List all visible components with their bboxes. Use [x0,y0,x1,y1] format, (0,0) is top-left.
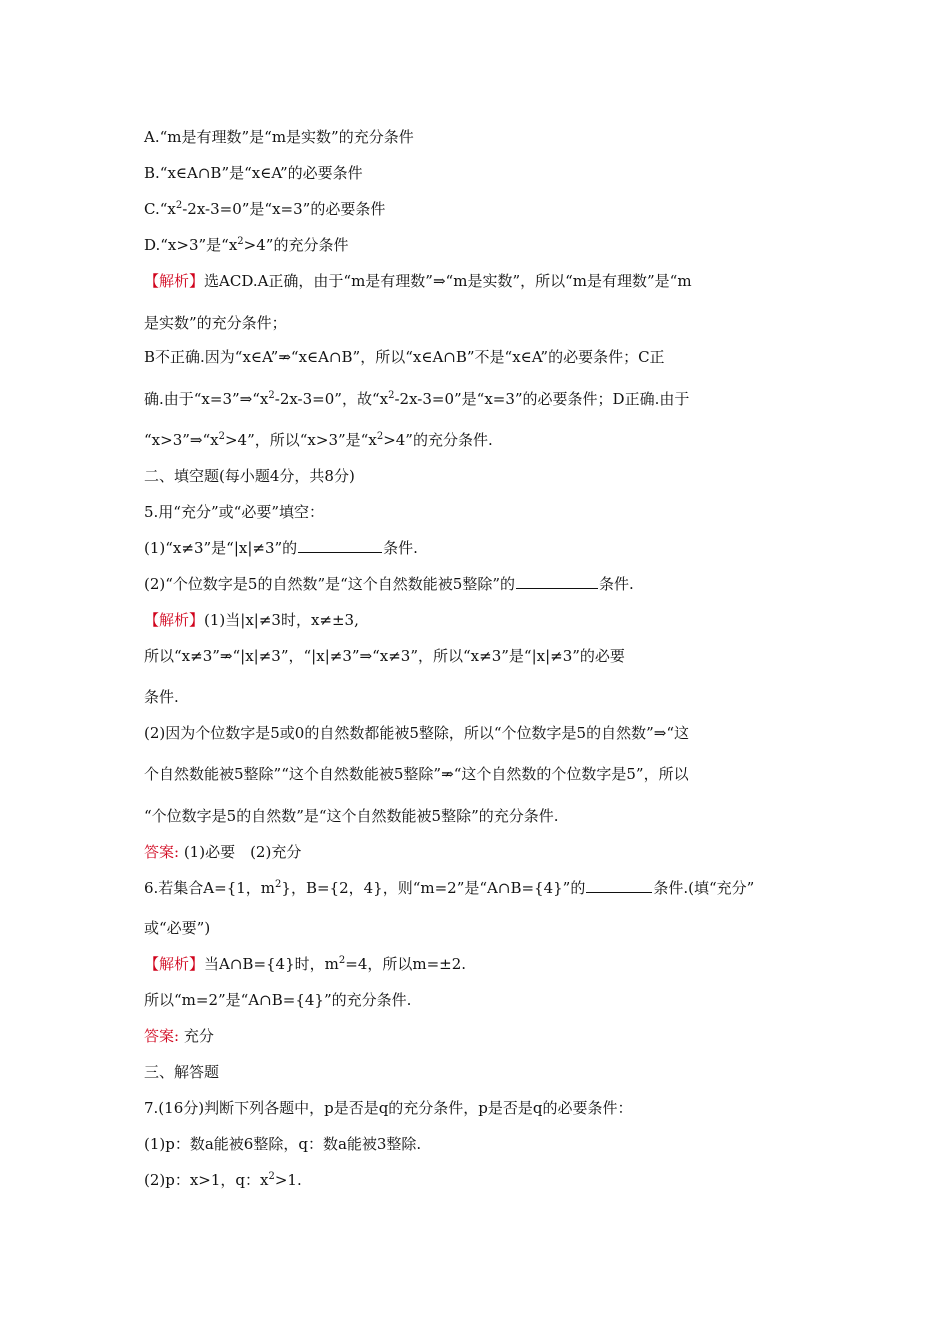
answer-6: 答案: 充分 [144,1027,214,1045]
question-6-stem-2: 或“必要”) [144,919,211,937]
answer-blank[interactable] [586,877,652,893]
answer-blank[interactable] [298,537,382,553]
solution-5-line-4: (2)因为个位数字是5或0的自然数都能被5整除，所以“个位数字是5的自然数”⇒“这 [144,724,689,742]
not-implies-symbol: ⇒ [219,647,233,665]
question-6-stem: 6.若集合A={1，$m^2$}，B={2，4}，则“m=2”是“A∩B={4}”的 条件.(填“充分” [144,879,755,897]
answer-label: 答案: [144,1027,180,1045]
option-d: D.“x>3”是“$x^2>4$”的充分条件 [144,236,349,254]
solution-4-line-2: 是实数”的充分条件； [144,314,287,332]
question-7-part-2: (2)p：x>1，q：$x^2>1$. [144,1171,302,1189]
answer-blank[interactable] [516,573,598,589]
answer-5: 答案: (1)必要 (2)充分 [144,843,302,861]
solution-6-line-2: 所以“m=2”是“A∩B={4}”的充分条件. [144,991,412,1009]
solution-5-line-1: 【解析】(1)当|x|≠3时，x≠±3, [144,611,359,629]
question-7-part-1: (1)p：数a能被6整除，q：数a能被3整除. [144,1135,422,1153]
section-3-heading: 三、解答题 [144,1063,220,1081]
not-implies-symbol: ⇒ [441,765,454,783]
solution-tag: 【解析】 [144,611,205,629]
solution-4-line-4: 确.由于“$x=3”\Rightarrow“x^2-2x-3=0$”，故“$x^2-2x-3=0$”是“x=3”的必要条件；D正确.由于 [144,390,690,408]
option-b: B.“x∈A∩B”是“x∈A”的必要条件 [144,164,363,182]
solution-4-line-3: B不正确.因为“x∈A”⇒“x∈A∩B”，所以“x∈A∩B”不是“x∈A”的必要条件；C正 [144,348,665,366]
not-implies-symbol: ⇒ [278,348,291,366]
solution-4-line-5: “$x>3”\Rightarrow“x^2>4$”，所以“x>3”是“$x^2>4$”的充分条件. [144,431,493,449]
option-a: A.“m是有理数”是“m是实数”的充分条件 [144,128,414,146]
solution-5-line-6: “个位数字是5的自然数”是“这个自然数能被5整除”的充分条件. [144,807,559,825]
solution-6-line-1: 【解析】当A∩B={4}时，$m^2=4$，所以m=±2. [144,955,467,973]
question-5-stem: 5.用“充分”或“必要”填空： [144,503,324,521]
solution-5-line-2: 所以“x≠3”⇒“|x|≠3”，“|x|≠3”⇒“x≠3”，所以“x≠3”是“|x|≠3”的必要 [144,647,625,665]
solution-5-line-5: 个自然数能被5整除”“这个自然数能被5整除”⇒“这个自然数的个位数字是5”，所以 [144,765,689,783]
solution-4-line-1: 【解析】选ACD.A正确，由于“m是有理数”⇒“m是实数”，所以“m是有理数”是“m [144,272,692,290]
solution-tag: 【解析】 [144,272,205,290]
question-5-part-1: (1)“x≠3”是“|x|≠3”的 条件. [144,539,418,557]
question-5-part-2: (2)“个位数字是5的自然数”是“这个自然数能被5整除”的 条件. [144,575,634,593]
solution-5-line-3: 条件. [144,688,179,706]
section-2-heading: 二、填空题(每小题4分，共8分) [144,467,355,485]
answer-label: 答案: [144,843,180,861]
question-7-stem: 7.(16分)判断下列各题中，p是否是q的充分条件，p是否是q的必要条件： [144,1099,633,1117]
solution-tag: 【解析】 [144,955,205,973]
option-c: $C.“x^2-2x-3=0$”是“x=3”的必要条件 [144,200,386,218]
